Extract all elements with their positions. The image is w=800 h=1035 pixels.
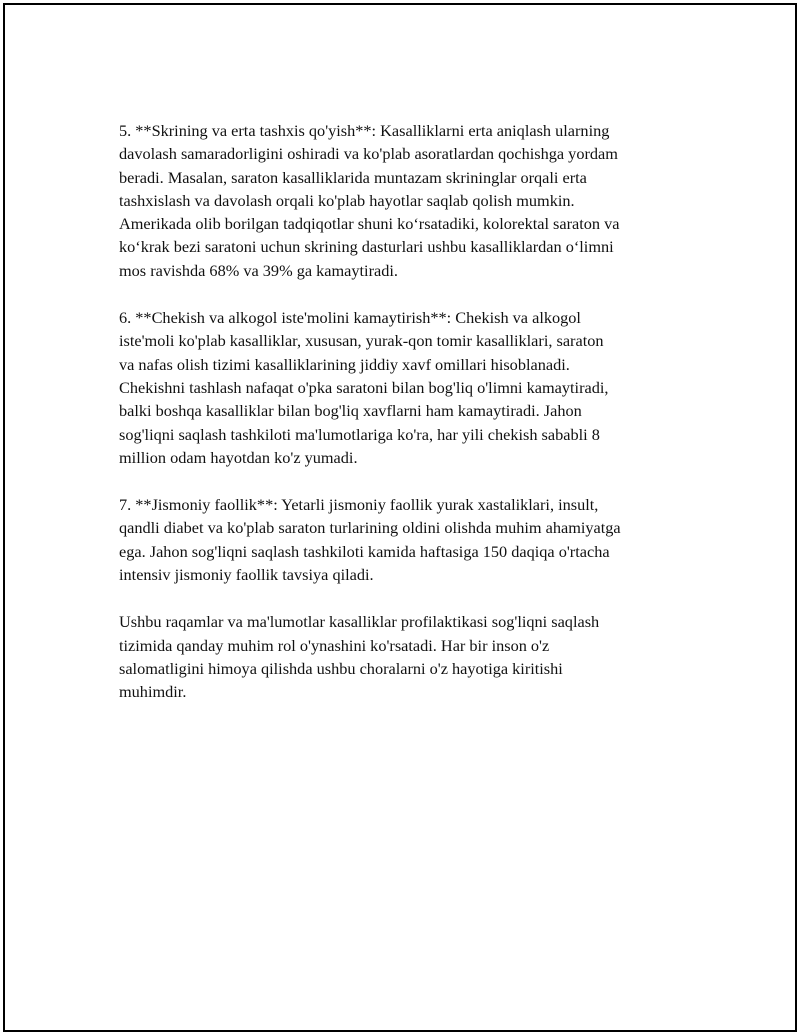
paragraph-conclusion: Ushbu raqamlar va ma'lumotlar kasalliklar profilaktikasi sog'liqni saqlash tizimida qanday muhim rol o'ynashini ko'rsatadi. Har bir inson o'z salomatligini himoya qilishda ushbu choralarni o'z hayotiga kiritishi muhimdir. — [119, 612, 600, 702]
document-body — [119, 119, 699, 728]
paragraph-physical-activity: 7. **Jismoniy faollik**: Yetarli jismoniy faollik yurak xastaliklari, insult, qandli diabet va ko'plab saraton turlarining oldini olishda muhim ahamiyatga ega. Jahon sog'liqni saqlash tashkiloti kamida haftasiga 150 daqiqa o'rtacha intensiv jismoniy faollik tavsiya qiladi. — [119, 495, 621, 585]
paragraph-smoking-alcohol: 6. **Chekish va alkogol iste'molini kamaytirish**: Chekish va alkogol iste'moli ko'plab kasalliklar, xususan, yurak-qon tomir kasalliklari, saraton va nafas olish tizimi kasalliklarining jiddiy xavf omillari hisoblanadi. Chekishni tashlash nafaqat o'pka saratoni bilan bog'liq o'limni kamaytiradi, balki boshqa kasalliklar bilan bog'liq xavflarni ham kamaytiradi. Jahon sog'liqni saqlash tashkiloti ma'lumotlariga ko'ra, har yili chekish sababli 8 million odam hayotdan ko'z yumadi. — [119, 308, 609, 467]
paragraph-screening: 5. **Skrining va erta tashxis qo'yish**: Kasalliklarni erta aniqlash ularning davolash samaradorligini oshiradi va ko'plab asoratlardan qochishga yordam beradi. Masalan, saraton kasalliklarida muntazam skrininglar orqali erta tashxislash va davolash orqali ko'plab hayotlar saqlab qolish mumkin. Amerikada olib borilgan tadqiqotlar shuni ko‘rsatadiki, kolorektal saraton va ko‘krak bezi saratoni uchun skrining dasturlari ushbu kasalliklardan o‘limni mos ravishda 68% va 39% ga kamaytiradi. — [119, 121, 620, 280]
document-page — [3, 3, 797, 1032]
